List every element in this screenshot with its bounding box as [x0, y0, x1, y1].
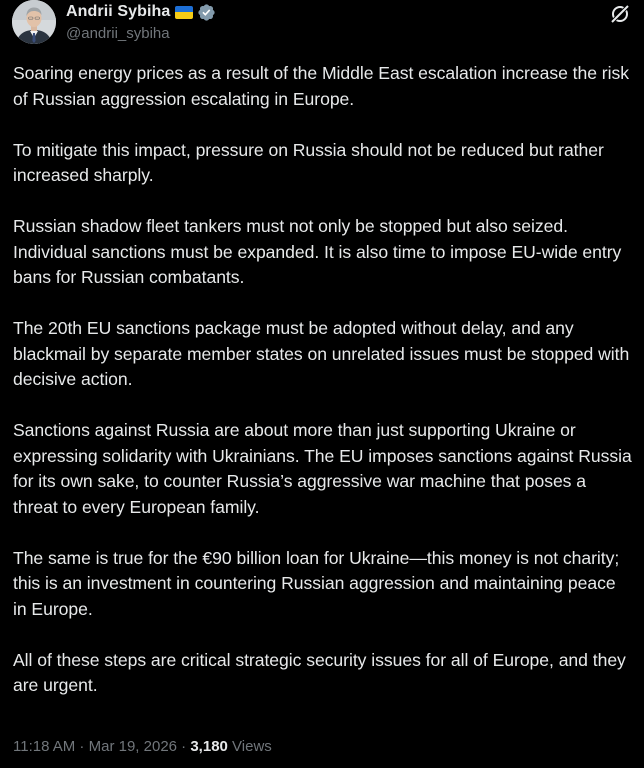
post-paragraph: To mitigate this impact, pressure on Russia should not be reduced but rather increased sharply.	[13, 139, 604, 185]
avatar-image	[12, 0, 56, 44]
post-paragraph: Soaring energy prices as a result of the Middle East escalation increase the risk of Russian aggression escalating in Europe.	[13, 63, 629, 109]
views-link[interactable]	[190, 738, 271, 755]
meta-separator: ·	[177, 738, 191, 755]
name-row	[66, 2, 216, 22]
post-text	[13, 61, 633, 699]
post-paragraph: Russian shadow fleet tankers must not only be stopped but also seized. Individual sanctions must be expanded. It is also time to impose EU-wide entry bans for Russian combatants.	[13, 216, 622, 287]
post-meta	[13, 736, 272, 758]
author-display-name[interactable]: Andrii Sybiha	[66, 3, 171, 20]
ukraine-flag-icon	[175, 6, 193, 19]
views-count: 3,180	[190, 738, 228, 755]
grok-icon[interactable]	[608, 2, 632, 26]
author-info	[66, 2, 216, 43]
post-header	[12, 0, 632, 50]
post-date: Mar 19, 2026	[88, 738, 177, 755]
author-handle[interactable]: @andrii_sybiha	[66, 25, 170, 42]
post-paragraph: The 20th EU sanctions package must be adopted without delay, and any blackmail by separate member states on unrelated issues must be stopped with decisive action.	[13, 318, 630, 389]
post-timestamp-link[interactable]	[13, 738, 177, 755]
views-label: Views	[227, 738, 272, 755]
post-paragraph: Sanctions against Russia are about more than just supporting Ukraine or expressing solidarity with Ukrainians. The EU imposes sanctions against Russia for its own sake, to counter Russia’s aggressive war machine that poses a threat to every European family.	[13, 420, 632, 517]
post-paragraph: The same is true for the €90 billion loan for Ukraine—this money is not charity; this is an investment in countering Russian aggression and maintaining peace in Europe.	[13, 547, 620, 619]
post-time: 11:18 AM	[13, 738, 76, 755]
meta-separator: ·	[75, 738, 89, 755]
avatar[interactable]	[12, 0, 56, 44]
verified-badge-icon[interactable]	[197, 3, 216, 22]
post-paragraph: All of these steps are critical strategic security issues for all of Europe, and they are urgent.	[13, 649, 626, 695]
